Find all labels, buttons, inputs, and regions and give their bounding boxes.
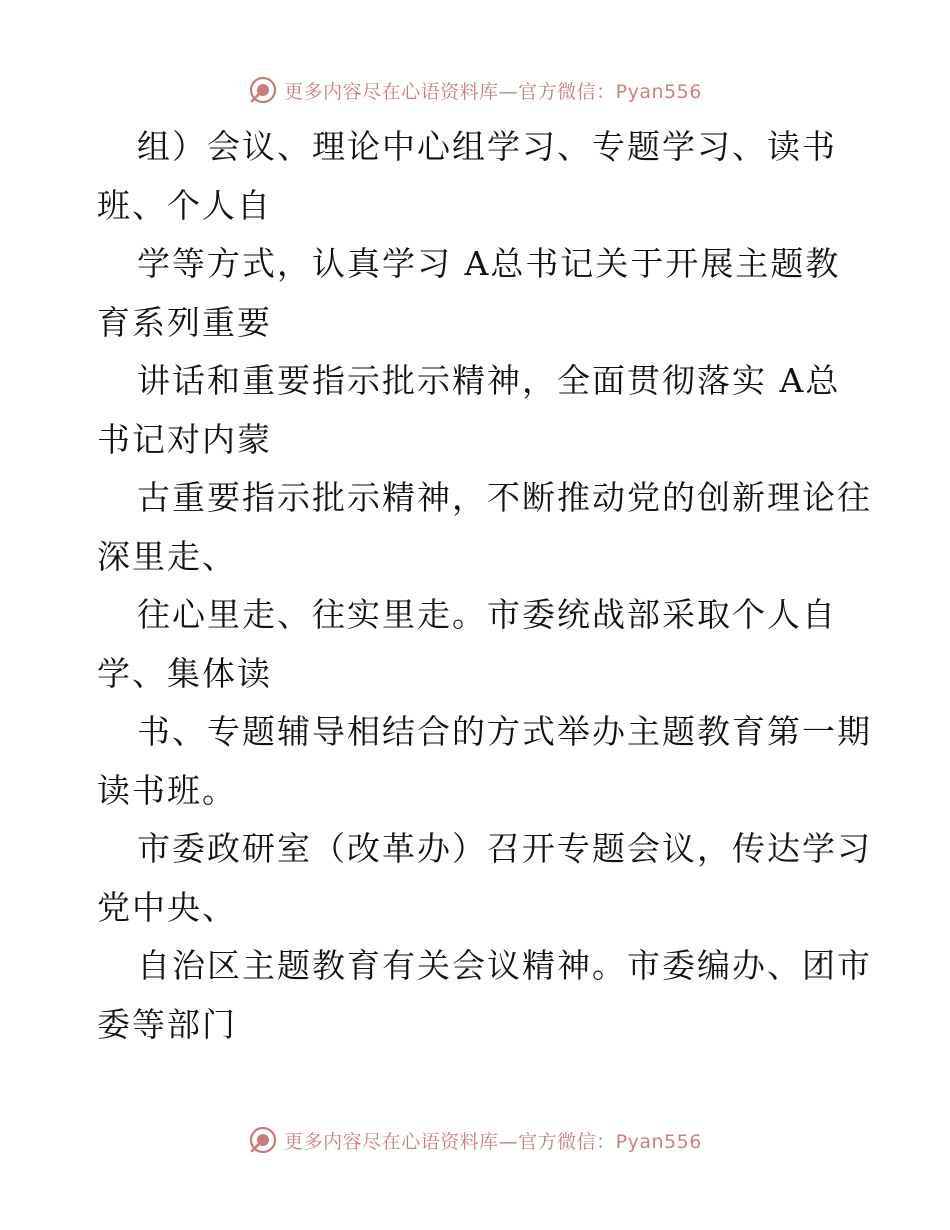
text-line: 深里走、 [97,536,237,576]
text-line: 学等方式，认真学习 A总书记关于开展主题教 [137,244,841,283]
text-line: 书记对内蒙 [97,419,272,459]
footer-watermark [0,1122,950,1158]
text-line: 学、集体读 [97,653,272,693]
text-line: 书、专题辅导相结合的方式举办主题教育第一期 [137,712,872,751]
text-line: 自治区主题教育有关会议精神。市委编办、团市 [137,946,872,985]
text-line: 讲话和重要指示批示精神，全面贯彻落实 A总 [137,361,841,400]
pen-logo-icon [248,1125,278,1155]
text-line: 往心里走、往实里走。市委统战部采取个人自 [137,595,837,634]
document-body [97,118,872,1054]
text-line: 育系列重要 [97,302,272,342]
text-line: 市委政研室（改革办）召开专题会议，传达学习 [137,829,872,868]
text-line: 组）会议、理论中心组学习、专题学习、读书 [137,127,837,166]
text-line: 党中央、 [97,887,237,927]
text-line: 古重要指示批示精神，不断推动党的创新理论往 [137,478,872,517]
text-line: 委等部门 [97,1004,237,1044]
text-line: 班、个人自 [97,185,272,225]
header-watermark [0,72,950,108]
text-line: 读书班。 [97,770,237,810]
watermark-text: 更多内容尽在心语资料库—官方微信：Pyan556 [284,1130,702,1153]
watermark-text: 更多内容尽在心语资料库—官方微信：Pyan556 [284,80,702,103]
pen-logo-icon [248,75,278,105]
